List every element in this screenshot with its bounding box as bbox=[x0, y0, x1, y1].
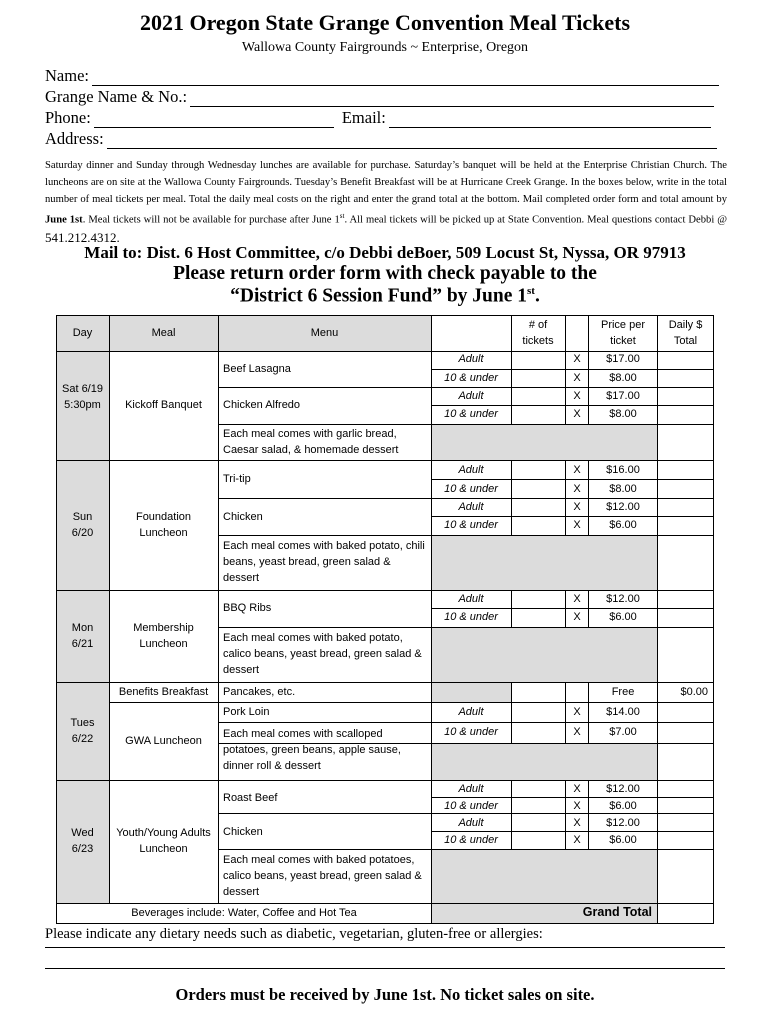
tickets-input[interactable] bbox=[512, 832, 565, 849]
row-who: 10 & under bbox=[444, 519, 498, 531]
tickets-input[interactable] bbox=[512, 370, 565, 387]
header-total: Daily $ Total bbox=[668, 319, 703, 347]
row-who: 10 & under bbox=[444, 372, 498, 384]
return-text: “District 6 Session Fund” by June 1 bbox=[230, 285, 528, 307]
intro-part3: . All meal tickets will be picked up at State Convention. Meal questions contact Debbi @ bbox=[344, 214, 727, 226]
row-who: 10 & under bbox=[444, 726, 498, 738]
row-price: $12.00 bbox=[606, 817, 640, 829]
row-who: 10 & under bbox=[444, 408, 498, 420]
page-title: 2021 Oregon State Grange Convention Meal Tickets bbox=[139, 10, 631, 35]
row-who: Adult bbox=[458, 501, 484, 513]
row-x: X bbox=[573, 783, 581, 795]
row-x: X bbox=[573, 611, 581, 623]
row-price: $8.00 bbox=[609, 408, 637, 420]
menu-chicken-alfredo: Chicken Alfredo bbox=[223, 399, 301, 411]
row-who: 10 & under bbox=[444, 834, 498, 846]
tickets-input[interactable] bbox=[512, 352, 565, 369]
meal-youth-luncheon: Youth/Young Adults Luncheon bbox=[116, 827, 211, 855]
menu-tri-tip: Tri-tip bbox=[223, 473, 251, 485]
header-menu: Menu bbox=[310, 327, 339, 339]
daily-total-input[interactable] bbox=[658, 461, 713, 535]
dietary-line-2[interactable] bbox=[45, 968, 725, 969]
footer-note: Orders must be received by June 1st. No ticket sales on site. bbox=[175, 985, 595, 1004]
row-x: X bbox=[573, 501, 581, 513]
page-subtitle: Wallowa County Fairgrounds ~ Enterprise, Oregon bbox=[241, 40, 529, 55]
row-price: $6.00 bbox=[609, 800, 637, 812]
return-sup: st bbox=[527, 285, 535, 297]
row-x: X bbox=[573, 726, 581, 738]
intro-part1: Saturday dinner and Sunday through Wednesday lunches are available for purchase. Saturday’s banquet will be held at the Enterprise Christian Church. The luncheons are on site at the Wallowa County Fairgrounds. Tuesday’s Benefit Breakfast will be at Hurricane Creek Grange. In the boxes below, write in the total number of meal tickets per meal. Total the daily meal costs on the right and enter the grand total at the bottom. Mail completed order form and total amount by bbox=[45, 160, 727, 205]
row-price: $8.00 bbox=[609, 372, 637, 384]
daily-total-input[interactable] bbox=[658, 352, 713, 424]
row-price: $12.00 bbox=[606, 593, 640, 605]
row-x: X bbox=[573, 390, 581, 402]
header-tickets: # of tickets bbox=[522, 319, 554, 347]
grand-total-label: Grand Total bbox=[582, 905, 652, 919]
mail-to: Mail to: Dist. 6 Host Committee, c/o Debbi deBoer, 509 Locust St, Nyssa, OR 97913 bbox=[84, 243, 686, 262]
row-x: X bbox=[573, 817, 581, 829]
menu-mon-sides: Each meal comes with baked potato, calico beans, yeast bread, green salad & dessert bbox=[223, 632, 422, 676]
row-x: X bbox=[573, 519, 581, 531]
row-x: X bbox=[573, 706, 581, 718]
menu-pancakes: Pancakes, etc. bbox=[223, 686, 296, 698]
menu-chicken-sun: Chicken bbox=[223, 511, 263, 523]
menu-roast-beef: Roast Beef bbox=[223, 792, 278, 804]
menu-beef-lasagna: Beef Lasagna bbox=[223, 363, 291, 375]
row-price: $17.00 bbox=[606, 390, 640, 402]
tickets-input[interactable] bbox=[512, 591, 565, 608]
menu-pork-loin: Pork Loin bbox=[223, 706, 270, 718]
return-line-1: Please return order form with check payable to the bbox=[173, 263, 597, 284]
row-who: Adult bbox=[458, 817, 484, 829]
intro-phone: 541.212.4312. bbox=[45, 229, 120, 245]
row-x: X bbox=[573, 593, 581, 605]
phone-label: Phone: bbox=[45, 108, 91, 127]
tickets-input[interactable] bbox=[512, 499, 565, 516]
row-price: $7.00 bbox=[609, 726, 637, 738]
menu-sun-sides: Each meal comes with baked potato, chili beans, yeast bread, green salad & dessert bbox=[223, 540, 425, 584]
header-day: Day bbox=[72, 327, 93, 339]
dietary-line-1[interactable] bbox=[45, 947, 725, 948]
meal-gwa-luncheon: GWA Luncheon bbox=[125, 735, 202, 747]
menu-wed-sides: Each meal comes with baked potatoes, calico beans, yeast bread, green salad & dessert bbox=[223, 854, 422, 898]
tickets-input[interactable] bbox=[512, 517, 565, 535]
row-price: $16.00 bbox=[606, 464, 640, 476]
tickets-input[interactable] bbox=[512, 814, 565, 831]
menu-tues-sides: Each meal comes with scalloped potatoes, green beans, apple sause, dinner roll & dessert bbox=[223, 728, 401, 772]
row-x: X bbox=[573, 372, 581, 384]
intro-sup: st bbox=[339, 212, 345, 220]
row-price: $6.00 bbox=[609, 519, 637, 531]
row-x: X bbox=[573, 464, 581, 476]
menu-chicken-wed: Chicken bbox=[223, 826, 263, 838]
day-sat: Sat 6/19 5:30pm bbox=[62, 383, 103, 411]
grand-total-input[interactable] bbox=[658, 904, 713, 923]
meal-foundation-luncheon: Foundation Luncheon bbox=[135, 511, 192, 539]
row-x: X bbox=[573, 800, 581, 812]
tickets-input[interactable] bbox=[512, 781, 565, 797]
tickets-input[interactable] bbox=[512, 609, 565, 627]
meal-kickoff-banquet: Kickoff Banquet bbox=[125, 399, 202, 411]
tickets-input[interactable] bbox=[512, 406, 565, 424]
row-x: X bbox=[573, 834, 581, 846]
row-price: $6.00 bbox=[609, 611, 637, 623]
email-label: Email: bbox=[341, 108, 386, 127]
intro-deadline: June 1st bbox=[45, 214, 83, 226]
header-price: Price per ticket bbox=[600, 319, 646, 347]
row-who: Adult bbox=[458, 464, 484, 476]
row-price: $17.00 bbox=[606, 353, 640, 365]
tickets-input[interactable] bbox=[512, 798, 565, 813]
tickets-input[interactable] bbox=[512, 388, 565, 405]
row-who: Adult bbox=[458, 390, 484, 402]
grange-label: Grange Name & No.: bbox=[45, 87, 188, 106]
row-who: Adult bbox=[458, 783, 484, 795]
row-who: 10 & under bbox=[444, 800, 498, 812]
daily-total-input[interactable] bbox=[658, 591, 713, 627]
row-who: 10 & under bbox=[444, 611, 498, 623]
meal-benefits-breakfast: Benefits Breakfast bbox=[118, 686, 209, 698]
day-sun: Sun 6/20 bbox=[71, 511, 94, 539]
daily-total-input[interactable] bbox=[658, 703, 713, 743]
breakfast-price: Free bbox=[611, 686, 635, 698]
row-price: $14.00 bbox=[606, 706, 640, 718]
row-who: Adult bbox=[458, 353, 484, 365]
row-who: Adult bbox=[458, 593, 484, 605]
day-wed: Wed 6/23 bbox=[71, 827, 94, 855]
beverages-note: Beverages include: Water, Coffee and Hot Tea bbox=[131, 907, 357, 919]
address-label: Address: bbox=[45, 129, 104, 148]
row-price: $12.00 bbox=[606, 501, 640, 513]
day-mon: Mon 6/21 bbox=[71, 622, 94, 650]
menu-sat-sides: Each meal comes with garlic bread, Caesar salad, & homemade dessert bbox=[223, 428, 399, 456]
header-meal: Meal bbox=[151, 327, 176, 339]
row-price: $6.00 bbox=[609, 834, 637, 846]
row-x: X bbox=[573, 353, 581, 365]
meal-membership-luncheon: Membership Luncheon bbox=[133, 622, 194, 650]
row-who: 10 & under bbox=[444, 483, 498, 495]
tickets-input[interactable] bbox=[512, 723, 565, 743]
intro-part2: . Meal tickets will not be available for purchase after June 1 bbox=[82, 214, 340, 226]
tickets-input[interactable] bbox=[512, 461, 565, 479]
row-price: $8.00 bbox=[609, 483, 637, 495]
row-x: X bbox=[573, 408, 581, 420]
daily-total-input[interactable] bbox=[658, 781, 713, 849]
tickets-input[interactable] bbox=[512, 703, 565, 722]
breakfast-total: $0.00 bbox=[680, 686, 708, 698]
row-who: Adult bbox=[458, 706, 484, 718]
return-end: . bbox=[534, 285, 540, 307]
row-price: $12.00 bbox=[606, 783, 640, 795]
name-label: Name: bbox=[45, 66, 89, 85]
day-tues: Tues 6/22 bbox=[70, 717, 95, 745]
tickets-input[interactable] bbox=[512, 480, 565, 498]
menu-bbq-ribs: BBQ Ribs bbox=[223, 602, 272, 614]
row-x: X bbox=[573, 483, 581, 495]
dietary-needs-label: Please indicate any dietary needs such as diabetic, vegetarian, gluten-free or allergies: bbox=[45, 926, 543, 942]
